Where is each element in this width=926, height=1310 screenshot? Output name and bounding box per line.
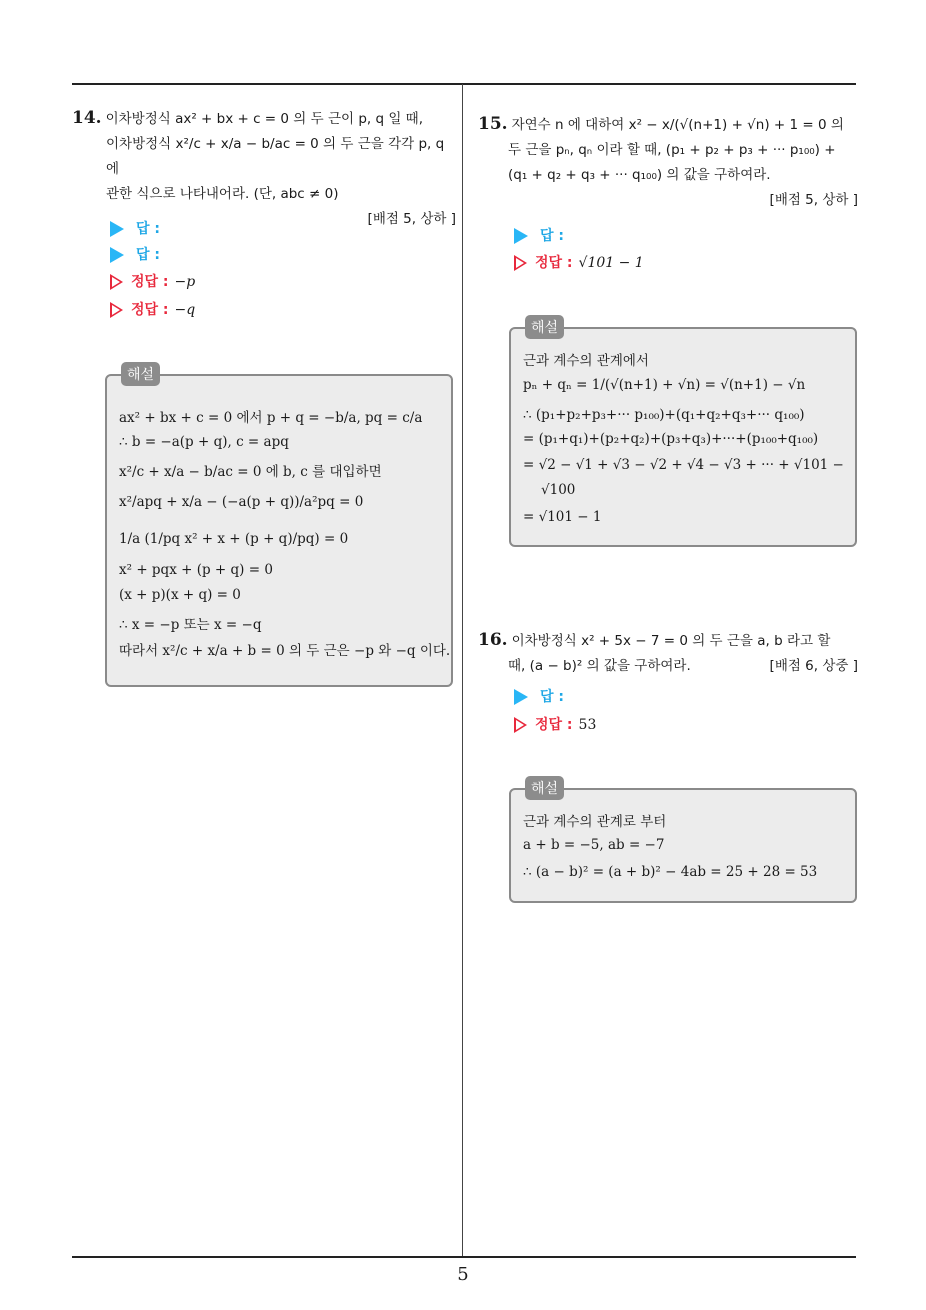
problem-number: 16. [478, 630, 508, 650]
play-triangle-icon [514, 689, 528, 705]
correct-answer-row: 정답 : −p [110, 271, 195, 291]
problem-text-line: 자연수 n 에 대하여 x² − x/(√(n+1) + √n) + 1 = 0 의 [511, 117, 844, 133]
solution-line: 1/a (1/pq x² + x + (p + q)/pq) = 0 [119, 531, 349, 547]
solution-line: = (p₁+q₁)+(p₂+q₂)+(p₃+q₃)+···+(p₁₀₀+q₁₀₀) [523, 431, 819, 447]
problem-text-line: 관한 식으로 나타내어라. (단, abc ≠ 0) [106, 186, 339, 202]
solution-line: 근과 계수의 관계에서 [523, 353, 649, 369]
solution-tag: 해설 [525, 315, 564, 339]
solution-box [509, 781, 857, 903]
problem-text-line: 이차방정식 ax² + bx + c = 0 의 두 근이 p, q 일 때, [105, 111, 424, 127]
solution-line: √100 [541, 482, 576, 498]
solution-line: ∴ (p₁+p₂+p₃+··· p₁₀₀)+(q₁+q₂+q₃+··· q₁₀₀) [523, 407, 805, 423]
solution-line: ∴ (a − b)² = (a + b)² − 4ab = 25 + 28 = 53 [523, 864, 818, 880]
problem-text-line: 때, (a − b)² 의 값을 구하여라. [508, 658, 691, 674]
solution-line: ax² + bx + c = 0 에서 p + q = −b/a, pq = c/a [119, 410, 423, 426]
correct-answer-row: 정답 : √101 − 1 [514, 252, 644, 272]
problem-number: 15. [478, 114, 508, 134]
answer-row: 답 : [110, 244, 160, 264]
play-triangle-icon [514, 228, 528, 244]
problem-text-line: 두 근을 pₙ, qₙ 이라 할 때, (p₁ + p₂ + p₃ + ··· p₁₀₀) + [508, 142, 836, 158]
correct-answer-value: −q [174, 302, 196, 318]
correct-answer-row: 정답 : 53 [514, 714, 596, 734]
score-label: [배점 5, 상하 ] [367, 211, 456, 227]
page-number: 5 [457, 1264, 469, 1285]
solution-box [509, 320, 857, 547]
outline-triangle-icon [110, 274, 123, 290]
solution-box [105, 367, 453, 687]
solution-line: (x + p)(x + q) = 0 [119, 587, 241, 603]
correct-answer-value: √101 − 1 [578, 255, 644, 271]
solution-tag: 해설 [525, 776, 564, 800]
outline-triangle-icon [110, 302, 123, 318]
solution-line: = √101 − 1 [523, 509, 602, 525]
score-label: [배점 5, 상하 ] [769, 192, 858, 208]
correct-answer-value: −p [174, 274, 196, 290]
solution-line: pₙ + qₙ = 1/(√(n+1) + √n) = √(n+1) − √n [523, 377, 806, 393]
column-divider [462, 84, 463, 1257]
problem-text-line: 이차방정식 x²/c + x/a − b/ac = 0 의 두 근을 각각 p, q 에 [106, 136, 445, 177]
solution-line: ∴ b = −a(p + q), c = apq [119, 434, 289, 450]
solution-line: x²/apq + x/a − (−a(p + q))/a²pq = 0 [119, 494, 364, 510]
solution-line: = √2 − √1 + √3 − √2 + √4 − √3 + ··· + √101 − [523, 457, 844, 473]
solution-line: 근과 계수의 관계로 부터 [523, 814, 667, 830]
solution-line: x²/c + x/a − b/ac = 0 에 b, c 를 대입하면 [119, 464, 382, 480]
answer-row: 답 : [514, 686, 564, 706]
correct-answer-row: 정답 : −q [110, 299, 195, 319]
outline-triangle-icon [514, 255, 527, 271]
problem-14 [72, 106, 456, 232]
play-triangle-icon [110, 221, 124, 237]
problem-text-line: 이차방정식 x² + 5x − 7 = 0 의 두 근을 a, b 라고 할 [511, 633, 831, 649]
solution-line: a + b = −5, ab = −7 [523, 837, 665, 853]
answer-row: 답 : [110, 218, 160, 238]
solution-line: ∴ x = −p 또는 x = −q [119, 617, 262, 633]
solution-line: x² + pqx + (p + q) = 0 [119, 562, 273, 578]
problem-16 [478, 628, 858, 679]
play-triangle-icon [110, 247, 124, 263]
answer-row: 답 : [514, 225, 564, 245]
problem-text-line: (q₁ + q₂ + q₃ + ··· q₁₀₀) 의 값을 구하여라. [508, 167, 771, 183]
solution-line: 따라서 x²/c + x/a + b = 0 의 두 근은 −p 와 −q 이다. [119, 643, 451, 659]
correct-answer-value: 53 [578, 717, 597, 733]
bottom-rule [72, 1256, 856, 1258]
top-rule [72, 83, 856, 85]
solution-tag: 해설 [121, 362, 160, 386]
problem-number: 14. [72, 108, 102, 128]
score-label: [배점 6, 상중 ] [769, 658, 858, 674]
problem-15 [478, 112, 858, 213]
outline-triangle-icon [514, 717, 527, 733]
